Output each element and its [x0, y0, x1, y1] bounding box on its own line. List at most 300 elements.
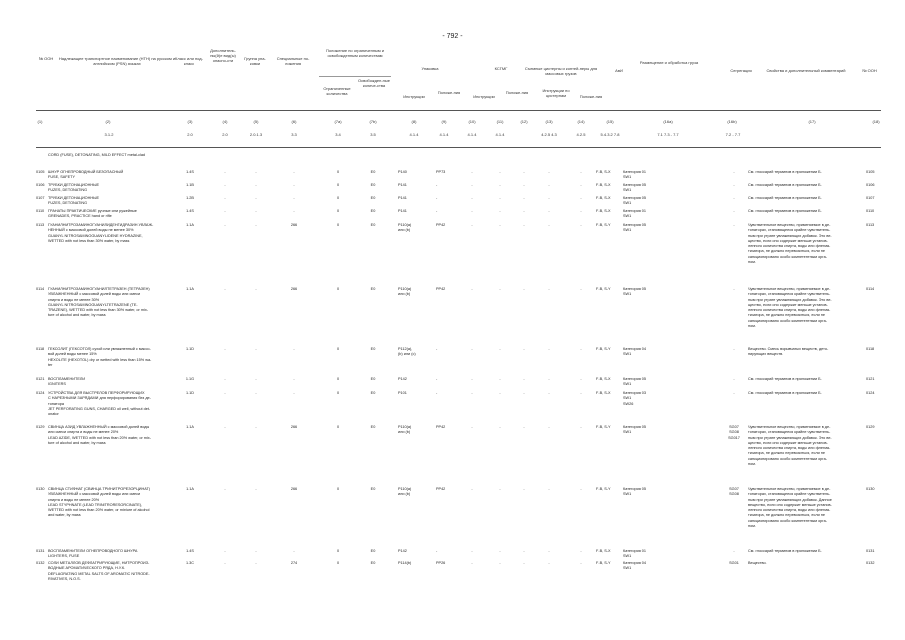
cell-tp: -	[580, 549, 582, 553]
cell-lq: 0	[336, 487, 340, 491]
cell-pg: -	[255, 377, 257, 381]
cell-lq: 0	[336, 287, 340, 291]
cell-sp: -	[293, 377, 295, 381]
col-num-1: (1)	[37, 119, 43, 124]
cell-pp: -	[436, 377, 438, 381]
cell-sub: -	[224, 287, 226, 291]
header-rule	[36, 110, 881, 111]
cell-lq: 0	[336, 196, 340, 200]
header-ems: АвИ	[615, 68, 623, 73]
cell-pg: -	[255, 549, 257, 553]
cell-pg: -	[255, 287, 257, 291]
header-bottom-rule	[36, 147, 881, 148]
cell-ti: -	[548, 170, 550, 174]
cell-name: СВИНЦА СТИФНАТ (СВИНЦА ТРИНИТРОРЕЗОРЦИНАТ) УВЛАЖНЕННЫЙ с массовой долей воды или смеси спирта и воды не менее 20% LEAD STYPHNATE (LEAD TRINITRORESORCINATE), WETTED with not less than 20% water, or mixture of alcohol and water, by mass	[48, 487, 151, 518]
cell-sp: 274	[290, 561, 298, 565]
top-note: CORD (FUSE), DETONATING, MILD EFFECT metal-clad	[48, 153, 146, 157]
cell-ibc: -	[471, 347, 473, 351]
cell-props: Чувствительное вещество, применяемое в де- тонаторах, становящееся крайне чувствитель- ным при утрате увлажняющих добавок. Это ве- щество, если оно содержит меньше установ- ленного количества спирта, воды или флегма- тизатора, не должно перевозиться, если не санкционировано особо компетентным орга- ном.	[748, 425, 832, 467]
cell-eq: E0	[370, 561, 376, 565]
cell-eq: E0	[370, 549, 376, 553]
cell-ibcp: -	[499, 425, 501, 429]
cell-ti: -	[548, 183, 550, 187]
col-num-14: (14)	[577, 119, 585, 124]
cell-stow: Категория 01 SW1	[623, 209, 647, 219]
col-num-6: (6)	[291, 119, 297, 124]
cell-t12: -	[523, 287, 525, 291]
cell-sub: -	[224, 183, 226, 187]
cell-eq: E0	[370, 196, 376, 200]
header-limited-b: Освобожден-ные количе-ства	[358, 78, 390, 88]
cell-pp: PP73	[436, 170, 446, 174]
cell-lq: 0	[336, 425, 340, 429]
cell-seg: -	[733, 549, 735, 553]
cell-eq: E0	[370, 209, 376, 213]
cell-no: 0130	[36, 487, 45, 491]
col-num-5: (5)	[253, 119, 259, 124]
cell-eq: E0	[370, 287, 376, 291]
cell-seg: SG07 SG08	[729, 487, 739, 497]
cell-name: СОЛИ МЕТАЛЛОВ ДЕФЛАГРИРУЮЩИЕ, НИТРОПРОИЗ- ВОДНЫЕ АРОМАТИЧЕСКОГО РЯДА, Н.У.К. DEFLAGRATING METAL SALTS OF AROMATIC NITRODE- RIVATIVES, N.O.S.	[48, 561, 150, 581]
cell-no2: 0110	[866, 209, 875, 213]
cell-ibcp: -	[499, 561, 501, 565]
col-num-7a: (7a)	[334, 119, 342, 124]
cell-sub: -	[224, 425, 226, 429]
cell-ti: -	[548, 487, 550, 491]
header-special-provisions: Специальные по-ложения	[276, 56, 310, 66]
cell-pp: -	[436, 209, 438, 213]
cell-tp: -	[580, 425, 582, 429]
cell-eq: E0	[370, 377, 376, 381]
cell-ems: F-B, S-Y	[596, 223, 611, 227]
cell-cls: 1.3C	[185, 561, 195, 565]
cell-t12: -	[523, 561, 525, 565]
cell-pi: P114(b)	[398, 561, 412, 565]
cell-sp: -	[293, 347, 295, 351]
cell-tp: -	[580, 487, 582, 491]
cell-seg: -	[733, 170, 735, 174]
cell-sp: -	[293, 549, 295, 553]
cell-ibc: -	[471, 287, 473, 291]
cell-pp: PP42	[436, 425, 446, 429]
cell-no: 0107	[36, 196, 45, 200]
header-subrule	[319, 76, 391, 77]
cell-no: 0106	[36, 183, 45, 187]
cell-stow: Категория 01 SW1	[623, 170, 647, 180]
header-tank-instructions: Инструкции по цистернам	[542, 88, 570, 98]
cell-pi: P110(a) или (b)	[398, 425, 412, 435]
cell-ems: F-B, S-Y	[596, 561, 611, 565]
cell-ibc: -	[471, 209, 473, 213]
header-limited-a: Ограниченные количества	[323, 86, 351, 96]
header-subsidiary-risk: Дополнитель-ны(й)е вид(ы) опасно-сти	[210, 48, 236, 63]
cell-seg: -	[733, 209, 735, 213]
cell-tp: -	[580, 391, 582, 395]
ref-4: 2.0	[222, 132, 228, 137]
cell-stow: Категория 05 SW1	[623, 287, 647, 297]
cell-cls: 1.2B	[186, 196, 194, 200]
cell-ibc: -	[471, 170, 473, 174]
cell-ibc: -	[471, 561, 473, 565]
col-num-18: (18)	[872, 119, 880, 124]
cell-t12: -	[523, 209, 525, 213]
cell-ems: F-B, S-X	[596, 391, 611, 395]
cell-pg: -	[255, 561, 257, 565]
ref-5: 2.0.1.3	[249, 132, 263, 137]
cell-pi: P112(a), (b) или (c)	[398, 347, 416, 357]
cell-sp: 266	[290, 223, 298, 227]
cell-props: Чувствительное вещество, применяемое в де- тонаторах, становящееся крайне чувствитель- ным при утрате увлажняющих добавок. Это ве- щество, если оно содержит меньше установ- ленного количества спирта, воды или флегма- тизатора, не должно перевозиться, если не санкционировано особо компетентным орга- ном.	[748, 223, 832, 265]
cell-props: См. глоссарий терминов в приложении Б.	[748, 549, 822, 553]
cell-t12: -	[523, 183, 525, 187]
cell-ibcp: -	[499, 391, 501, 395]
col-num-4: (4)	[222, 119, 228, 124]
cell-tp: -	[580, 287, 582, 291]
cell-ibc: -	[471, 425, 473, 429]
cell-props: Чувствительное вещество, применяемое в де- тонаторах, становящееся крайне чувствитель- ным при утрате увлажняющих добавок. Данное вещество, если оно содержит меньше установ- ленного количества спирта, воды или флегма- тизатора, не должно перевозиться, если не санкционировано особо компетентным орга- ном.	[748, 487, 832, 529]
cell-stow: Категория 05 SW1	[623, 223, 647, 233]
cell-t12: -	[523, 425, 525, 429]
cell-t12: -	[523, 347, 525, 351]
cell-no: 0129	[36, 425, 45, 429]
header-properties: Свойства и дополнительный комментарий	[766, 68, 846, 73]
cell-no: 0110	[36, 209, 45, 213]
cell-no2: 0130	[866, 487, 875, 491]
cell-pi: P110(a) или (b)	[398, 223, 412, 233]
col-num-8: (8)	[411, 119, 417, 124]
cell-pp: -	[436, 347, 438, 351]
cell-no: 0105	[36, 170, 45, 174]
ref-6: 3.3	[291, 132, 297, 137]
cell-sub: -	[224, 347, 226, 351]
cell-seg: -	[733, 183, 735, 187]
header-un-no-2: № ООН	[862, 68, 877, 73]
col-num-9: (9)	[441, 119, 447, 124]
cell-pi: P110(a) или (b)	[398, 487, 412, 497]
cell-eq: E0	[370, 391, 376, 395]
cell-ibcp: -	[499, 487, 501, 491]
cell-cls: 1.1A	[186, 425, 194, 429]
header-limited-quantities: Положение по ограниченным и освобожденным количествам	[325, 48, 385, 58]
cell-name: УСТРОЙСТВА ДЛЯ ВЫСТРЕЛОВ ПЕРФОРИРУЮЩИХ С НАРЕЗНЫМИ ЗАРЯДАМИ для перфорирования без де- тонатора JET PERFORATING GUNS, CHARGED oil well, without det- onator	[48, 391, 151, 417]
header-packing: Упаковка	[421, 66, 439, 71]
cell-eq: E0	[370, 347, 376, 351]
cell-pg: -	[255, 170, 257, 174]
cell-pi: P141	[398, 196, 407, 200]
header-packing-instructions: Инструкции	[403, 94, 425, 99]
cell-sub: -	[224, 561, 226, 565]
cell-stow: Категория 05 SW1	[623, 377, 647, 387]
cell-t12: -	[523, 170, 525, 174]
cell-sp: 266	[290, 287, 298, 291]
cell-cls: 1.1G	[185, 377, 195, 381]
cell-stow: Категория 03 SW1 SW26	[623, 391, 647, 406]
cell-pi: P101	[398, 391, 407, 395]
cell-pg: -	[255, 223, 257, 227]
cell-eq: E0	[370, 487, 376, 491]
cell-tp: -	[580, 196, 582, 200]
cell-lq: 0	[336, 549, 340, 553]
header-ibc-instructions: Инструкции	[473, 94, 495, 99]
col-num-11: (11)	[496, 119, 504, 124]
cell-lq: 0	[336, 223, 340, 227]
cell-sub: -	[224, 549, 226, 553]
ref-7b: 3.5	[370, 132, 376, 137]
cell-pp: PP26	[436, 561, 446, 565]
cell-ems: F-B, S-Y	[596, 347, 611, 351]
cell-ti: -	[548, 425, 550, 429]
ref-14: 4.2.5	[576, 132, 586, 137]
cell-sp: -	[293, 196, 295, 200]
cell-stow: Категория 05 SW1	[623, 487, 647, 497]
cell-sp: -	[293, 183, 295, 187]
cell-stow: Категория 05 SW1	[623, 425, 647, 435]
cell-no: 0121	[36, 377, 45, 381]
cell-ems: F-B, S-Y	[596, 425, 611, 429]
col-num-3: (3)	[187, 119, 193, 124]
cell-ibcp: -	[499, 196, 501, 200]
cell-sp: 266	[290, 487, 298, 491]
cell-ems: F-B, S-X	[596, 170, 611, 174]
cell-pi: P142	[398, 377, 407, 381]
cell-ti: -	[548, 377, 550, 381]
cell-tp: -	[580, 209, 582, 213]
cell-seg: -	[733, 377, 735, 381]
cell-ibcp: -	[499, 287, 501, 291]
cell-name: ВОСПЛАМЕНИТЕЛИ ОГНЕПРОВОДНОГО ШНУРА LIGHTERS, FUSE	[48, 549, 138, 559]
cell-stow: Категория 04 SW1	[623, 561, 647, 571]
cell-stow: Категория 05 SW1	[623, 196, 647, 206]
cell-no2: 0124	[866, 391, 875, 395]
header-stowage: Размещение и обработка груза	[639, 60, 699, 65]
cell-no2: 0118	[866, 347, 875, 351]
col-num-7b: (7b)	[369, 119, 377, 124]
cell-ti: -	[548, 549, 550, 553]
cell-sub: -	[224, 377, 226, 381]
page-number: - 792 -	[442, 33, 463, 40]
ref-8: 4.1.4	[409, 132, 419, 137]
cell-pp: -	[436, 391, 438, 395]
cell-ibcp: -	[499, 183, 501, 187]
cell-tp: -	[580, 377, 582, 381]
cell-cls: 1.1B	[186, 183, 194, 187]
cell-tp: -	[580, 183, 582, 187]
cell-pp: -	[436, 549, 438, 553]
cell-pp: PP42	[436, 223, 446, 227]
cell-lq: 0	[336, 561, 340, 565]
cell-seg: -	[733, 223, 735, 227]
cell-name: ГЕКСОЛИТ (ГЕКСОТОЛ) сухой или увлажненный с массо- вой долей воды менее 15% HEXOLITE (HEXOTOL) dry or wetted with less than 15% wa- ter	[48, 347, 152, 367]
cell-ti: -	[548, 561, 550, 565]
col-num-10: (10)	[468, 119, 476, 124]
cell-props: Вещество. Смесь взрывчатых веществ, дето- нирующих веществ.	[748, 347, 829, 357]
cell-ems: F-B, S-Y	[596, 287, 611, 291]
cell-lq: 0	[336, 170, 340, 174]
cell-t12: -	[523, 196, 525, 200]
cell-ti: -	[548, 287, 550, 291]
header-portable-tanks: Съемные цистерны и контей-неры для массовых грузов	[524, 66, 598, 76]
cell-t12: -	[523, 391, 525, 395]
cell-cls: 1.1A	[186, 223, 194, 227]
cell-stow: Категория 04 SW1	[623, 347, 647, 357]
ref-16b: 7.2 - 7.7	[725, 132, 741, 137]
cell-t12: -	[523, 223, 525, 227]
cell-sub: -	[224, 487, 226, 491]
cell-lq: 0	[336, 391, 340, 395]
cell-ems: F-B, S-X	[596, 183, 611, 187]
cell-eq: E0	[370, 425, 376, 429]
header-proper-shipping-name: Надлежащее транспортное наименование (НТН) на русском и английском (PSN) языках	[58, 56, 176, 66]
cell-ibc: -	[471, 183, 473, 187]
cell-name: ТРУБКИ ДЕТОНАЦИОННЫЕ FUZES, DETONATING	[48, 183, 100, 193]
cell-sp: -	[293, 391, 295, 395]
cell-no2: 0113	[866, 223, 875, 227]
header-tank-provisions: Положе-ния	[579, 94, 603, 99]
ref-2: 3.1.2	[104, 132, 114, 137]
cell-pi: P110(a) или (b)	[398, 287, 412, 297]
cell-tp: -	[580, 561, 582, 565]
cell-ibcp: -	[499, 209, 501, 213]
cell-ibc: -	[471, 196, 473, 200]
cell-ems: F-B, S-X	[596, 377, 611, 381]
cell-no2: 0121	[866, 377, 875, 381]
cell-lq: 0	[336, 377, 340, 381]
cell-eq: E0	[370, 170, 376, 174]
cell-no: 0113	[36, 223, 45, 227]
col-num-2: (2)	[105, 119, 111, 124]
ref-3: 2.0	[187, 132, 193, 137]
cell-pp: PP42	[436, 487, 446, 491]
cell-sp: 266	[290, 425, 298, 429]
cell-no2: 0107	[866, 196, 875, 200]
cell-name: ШНУР ОГНЕПРОВОДНЫЙ БЕЗОПАСНЫЙ FUSE, SAFETY	[48, 170, 124, 180]
header-segregation: Сегрегация	[730, 68, 752, 73]
cell-cls: 1.1A	[186, 487, 194, 491]
cell-ti: -	[548, 347, 550, 351]
cell-name: ГУАНИЛНИТРОЗАМИНОГУАНИЛТЕТРАЗЕН (ТЕТРАЗЕН) УВЛАЖНЕННЫЙ с массовой долей воды или смеси спирта и воды не менее 30% GUANYL NITROSAMINOGUANYLTETRAZENE (TE- TRAZENE), WETTED with not less than 30% water, or mix- ture of alcohol and water, by mass	[48, 287, 150, 318]
header-un-no: № ООН	[38, 56, 54, 61]
ref-9: 4.1.4	[439, 132, 449, 137]
cell-sub: -	[224, 223, 226, 227]
cell-seg: -	[733, 391, 735, 395]
cell-name: ГРАНАТЫ ПРАКТИЧЕСКИЕ ручные или ружейные GRENADES, PRACTICE hand or rifle	[48, 209, 137, 219]
cell-ibcp: -	[499, 170, 501, 174]
cell-tp: -	[580, 170, 582, 174]
cell-no2: 0131	[866, 549, 875, 553]
cell-tp: -	[580, 223, 582, 227]
cell-ibcp: -	[499, 223, 501, 227]
cell-sub: -	[224, 391, 226, 395]
cell-props: См. глоссарий терминов в приложении Б.	[748, 209, 822, 213]
cell-pi: P140	[398, 170, 407, 174]
cell-seg: -	[733, 347, 735, 351]
cell-name: СВИНЦА АЗИД УВЛАЖНЕННЫЙ с массовой долей воды или смеси спирта и воды не менее 20% LEAD AZIDE, WETTED with not less than 20% water, or mix- ture of alcohol and water, by mass	[48, 425, 151, 445]
cell-no: 0132	[36, 561, 45, 565]
cell-props: См. глоссарий терминов в приложении Б.	[748, 170, 822, 174]
cell-cls: 1.1D	[185, 347, 195, 351]
cell-pg: -	[255, 209, 257, 213]
header-ibc-provisions: Положе-ния	[505, 90, 529, 95]
cell-pg: -	[255, 425, 257, 429]
cell-sp: -	[293, 209, 295, 213]
cell-props: Вещество.	[748, 561, 767, 565]
cell-ibc: -	[471, 377, 473, 381]
cell-ti: -	[548, 196, 550, 200]
cell-ems: F-B, S-X	[596, 196, 611, 200]
cell-t12: -	[523, 377, 525, 381]
cell-ibcp: -	[499, 377, 501, 381]
cell-cls: 1.4S	[186, 549, 194, 553]
col-num-17: (17)	[808, 119, 816, 124]
table-header	[36, 48, 881, 160]
cell-no2: 0132	[866, 561, 875, 565]
cell-no: 0118	[36, 347, 45, 351]
ref-16a: 7.1 7.3 - 7.7	[657, 132, 679, 137]
cell-pp: PP42	[436, 287, 446, 291]
cell-cls: 1.4S	[186, 209, 194, 213]
cell-lq: 0	[336, 209, 340, 213]
cell-pg: -	[255, 183, 257, 187]
cell-pg: -	[255, 391, 257, 395]
cell-ibc: -	[471, 487, 473, 491]
ref-15: 5.4.3.2 7.8	[600, 132, 620, 137]
cell-stow: Категория 01 SW1	[623, 549, 647, 559]
cell-no: 0124	[36, 391, 45, 395]
cell-pg: -	[255, 487, 257, 491]
cell-tp: -	[580, 347, 582, 351]
cell-seg: SG07 SG08 SG017	[728, 425, 740, 440]
cell-ti: -	[548, 391, 550, 395]
cell-props: Чувствительное вещество, применяемое в де- тонаторах, становящееся крайне чувствитель- ным при утрате увлажняющих добавок. Это ве- щество, если оно содержит меньше установ- ленного количества спирта, воды или флегма- тизатора, не должно перевозиться, если не санкционировано особо компетентным орга- ном.	[748, 287, 832, 329]
cell-ibc: -	[471, 549, 473, 553]
cell-ti: -	[548, 223, 550, 227]
col-num-16b: (16b)	[727, 119, 737, 124]
cell-no2: 0114	[866, 287, 875, 291]
cell-ems: F-B, S-X	[596, 209, 611, 213]
cell-props: См. глоссарий терминов в приложении Б.	[748, 391, 822, 395]
cell-pi: P141	[398, 183, 407, 187]
cell-ibcp: -	[499, 347, 501, 351]
cell-pp: -	[436, 196, 438, 200]
cell-eq: E0	[370, 223, 376, 227]
col-num-13: (13)	[545, 119, 553, 124]
cell-cls: 1.4S	[186, 170, 194, 174]
cell-props: См. глоссарий терминов в приложении Б.	[748, 377, 822, 381]
cell-props: См. глоссарий терминов в приложении Б.	[748, 183, 822, 187]
ref-11: 4.1.4	[495, 132, 505, 137]
cell-no2: 0106	[866, 183, 875, 187]
cell-ibc: -	[471, 391, 473, 395]
cell-name: ВОСПЛАМЕНИТЕЛИ IGNITERS	[48, 377, 86, 387]
cell-pi: P142	[398, 549, 407, 553]
cell-name: ТРУБКИ ДЕТОНАЦИОННЫЕ FUZES, DETONATING	[48, 196, 100, 206]
header-packing-group: Группа упа-ковки	[244, 56, 266, 66]
cell-t12: -	[523, 487, 525, 491]
cell-props: См. глоссарий терминов в приложении Б.	[748, 196, 822, 200]
cell-name: ГУАНИЛНИТРОЗАМИНОГУАНИЛИДЕНГИДРАЗИН УВЛАЖ- НЕННЫЙ с массовой долей воды не менее 30% GUANYL NITROSAMINOGUANYLIDENE HYDRAZINE, WETTED with not less than 30% water, by mass	[48, 223, 154, 243]
header-ibc: КСГМГ	[494, 66, 508, 71]
cell-cls: 1.1D	[185, 391, 195, 395]
header-class: Класс или под-класс	[175, 56, 203, 66]
cell-seg: SG01	[729, 561, 739, 565]
cell-sp: -	[293, 170, 295, 174]
col-num-16a: (16a)	[663, 119, 673, 124]
ref-13: 4.2.5 4.3	[541, 132, 557, 137]
cell-ems: F-B, S-Y	[596, 487, 611, 491]
cell-sub: -	[224, 196, 226, 200]
header-packing-provisions: Положе-ния	[437, 90, 461, 95]
cell-sub: -	[224, 209, 226, 213]
